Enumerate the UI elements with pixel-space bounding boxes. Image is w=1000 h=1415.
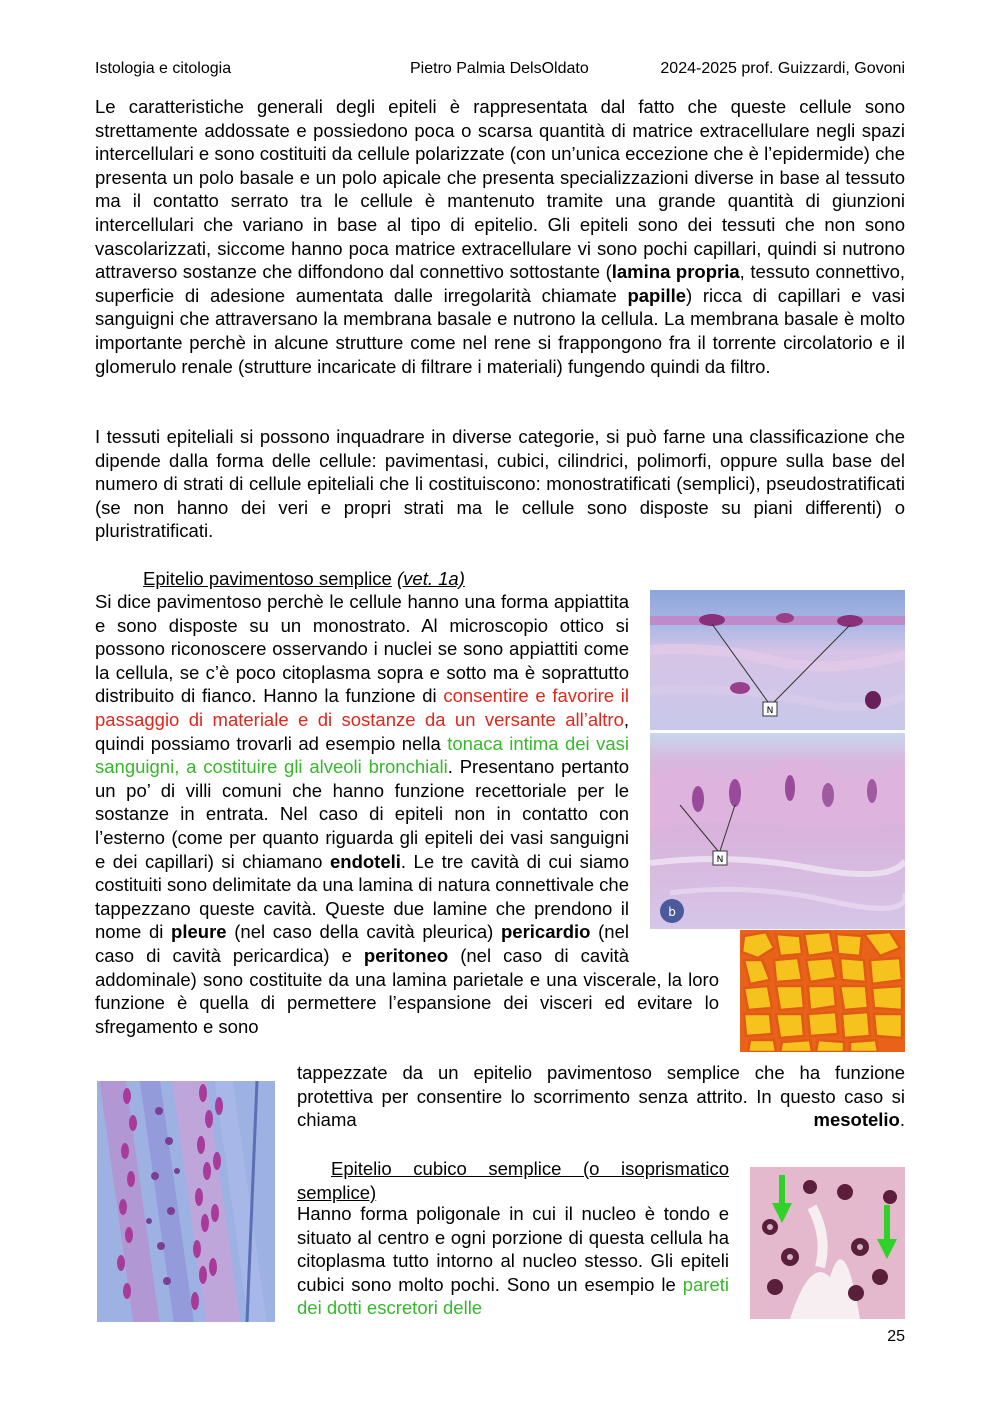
page-number: 25 — [887, 1328, 905, 1345]
header-left: Istologia e citologia — [95, 60, 232, 77]
intro-paragraph-1: Le caratteristiche generali degli epiteli è rappresentata dal fatto che queste cellule sono strettamente addossate e possiedono poca o scarsa quantità di matrice extracellulare negli spazi intercellulari e sono costituiti da cellule polarizzate (con un’unica eccezione che è l’epidermide) che presenta un polo basale e un polo apicale che presenta specializzazioni diverse in base al tessuto ma il contatto serrato tra le cellule è mantenuto tramite una grande quantità di giunzioni intercellulari che variano in base al tipo di epitelio. Gli epiteli sono dei tessuti che non sono vascolarizzati, siccome hanno poca matrice extracellulare vi sono pochi capillari, quindi si nutrono attraverso sostanze che diffondono dal connettivo sottostante (lamina propria, tessuto connettivo, superficie di adesione aumentata dalle irregolarità chiamate papille) ricca di capillari e vasi sanguigni che attraversano la membrana basale e nutrono la cellula. La membrana basale è molto importante perchè in alcune strutture come nel rene si frappongono fra il torrente circolatorio e il glomerulo renale (strutture incaricate di filtrare i materiali) fungendo quindi da filtro. — [95, 96, 905, 377]
micrograph-columnar — [97, 1081, 275, 1322]
figure1-label: N — [766, 706, 774, 716]
section2-paragraph: Hanno forma poligonale in cui il nucleo è tondo e situato al centro e ogni porzione di questa cellula ha citoplasma tutto intorno al nucleo stesso. Gli epiteli cubici sono molto pochi. Sono un esempio le pareti dei dotti escretori delle — [297, 1203, 729, 1319]
section1-continuation: tappezzate da un epitelio pavimentoso semplice che ha funzione protettiva per consentire lo scorrimento senza attrito. In questo caso si chiama mesotelio. — [297, 1062, 905, 1131]
header-center: Pietro Palmia DelsOldato — [410, 60, 589, 77]
figure2-label: N — [716, 855, 724, 865]
header-right: 2024-2025 prof. Guizzardi, Govoni — [660, 60, 905, 77]
section-title-pavimentoso: Epitelio pavimentoso semplice (vet. 1a) — [143, 568, 465, 589]
figure2-letter: b — [668, 905, 676, 919]
micrograph-squamous-1 — [650, 590, 905, 730]
section1-paragraph: Si dice pavimentoso perchè le cellule hanno una forma appiattita e sono disposte su un monostrato. Al microscopio ottico si possono riconoscere osservando i nuclei se sono appiattiti come la cellula, se c’è poco citoplasma sopra e sotto ma è soprattutto distribuito di fianco. Hanno la funzione di consentire e favorire il passaggio di materiale e di sostanze da un versante all’altro, quindi possiamo trovarli ad esempio nella tonaca intima dei vasi sanguigni, a costituire gli alveoli bronchiali. Presentano pertanto un po’ di villi comuni che hanno funzione recettoriale per le sostanze in entrata. Nel caso di epiteli non in contatto con l’esterno (come per quanto riguarda gli epiteli dei vasi sanguigni e dei capillari) si chiamano endoteli. Le tre cavità di cui siamo costituiti sono delimitate da una lamina di natura connettivale che tappezzano queste cavità. Queste due lamine che prendono il nome di pleure (nel caso della cavità pleurica) pericardio (nel caso di cavità pericardica) e peritoneo (nel caso di cavità addominale) sono costituite da una lamina parietale e una viscerale, la loro funzione è quella di permettere l’espansione dei visceri ed evitare lo sfregamento e sono — [95, 591, 719, 1037]
micrograph-cuboidal — [750, 1167, 905, 1319]
section-title-cubico: Epitelio cubico semplice (o isoprismatico semplice) — [297, 1158, 729, 1203]
intro-paragraph-2: I tessuti epiteliali si possono inquadrare in diverse categorie, si può farne una classificazione che dipende dalla forma delle cellule: pavimentasi, cubici, cilindrici, polimorfi, oppure sulla base del numero di strati di cellule epiteliali che li costituiscono: monostratificati (semplici), pseudostratificati (se non hanno dei veri e propri strati ma le cellule sono disposte su piani differenti) o pluristratificati. — [95, 426, 905, 542]
micrograph-squamous-2 — [650, 733, 905, 929]
micrograph-mesothelium — [740, 930, 905, 1052]
